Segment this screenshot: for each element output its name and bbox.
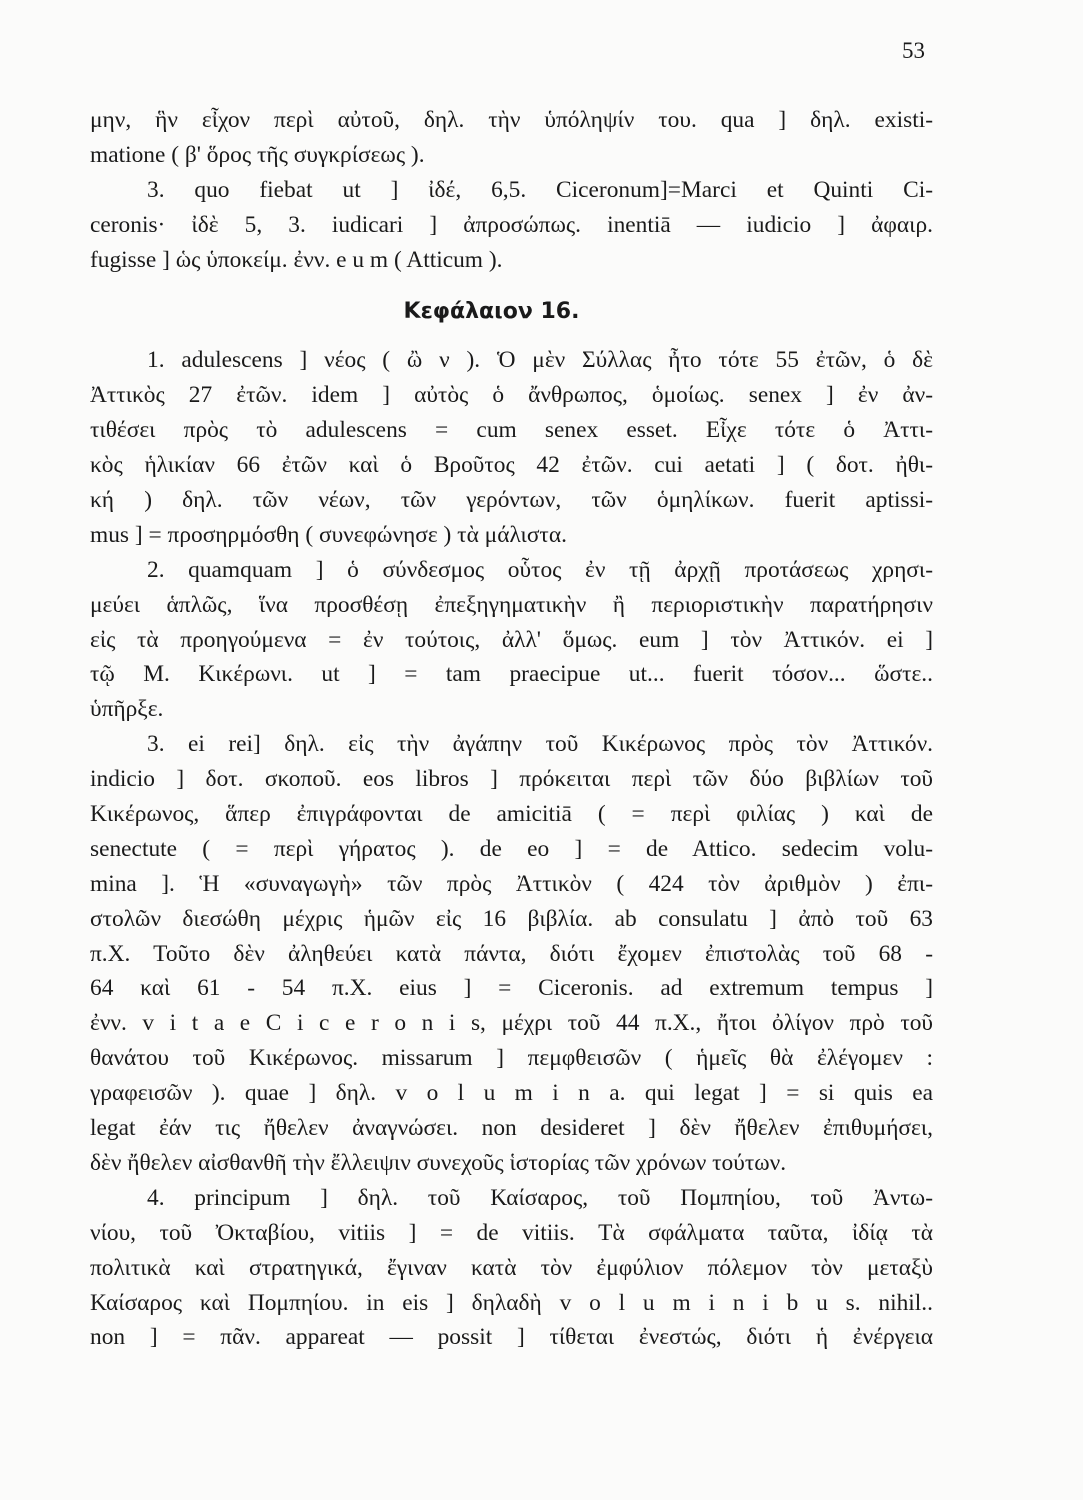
text-line: πολιτικὰ καὶ στρατηγικά, ἔγιναν κατὰ τὸν ἐμφύλιον πόλεμον τὸν μεταξὺ: [90, 1254, 933, 1281]
text-line: μεύει ἁπλῶς, ἵνα προσθέσῃ ἐπεξηγηματικὴν ἢ περιοριστικὴν παρατήρησιν: [90, 591, 933, 618]
commentary-text: [90, 103, 933, 1355]
text-line: non ] = πᾶν. appareat — possit ] τίθεται ἐνεστώς, διότι ἡ ἐνέργεια: [90, 1324, 933, 1351]
text-line: δὲν ἤθελεν αἰσθανθῆ τὴν ἔλλειψιν συνεχοῦς ἱστορίας τῶν χρόνων τούτων.: [90, 1149, 787, 1176]
text-line: τῷ M. Κικέρωνι. ut ] = tam praecipue ut... fuerit τόσον... ὥστε..: [90, 661, 933, 688]
text-line: κή ) δηλ. τῶν νέων, τῶν γερόντων, τῶν ὁμηλίκων. fuerit aptissi-: [90, 487, 933, 514]
text-line: senectute ( = περὶ γήρατος ). de eo ] = de Attico. sedecim volu-: [90, 835, 933, 862]
text-line: εἰς τὰ προηγούμενα = ἐν τούτοις, ἀλλ' ὅμως. eum ] τὸν Ἀττικόν. ei ]: [90, 626, 933, 653]
text-line: θανάτου τοῦ Κικέρωνος. missarum ] πεμφθεισῶν ( ἡμεῖς θὰ ἐλέγομεν :: [90, 1045, 933, 1072]
text-line: legat ἐάν τις ἤθελεν ἀναγνώσει. non desideret ] δὲν ἤθελεν ἐπιθυμήσει,: [90, 1115, 933, 1142]
text-line: 1. adulescens ] νέος ( ὢ ν ). Ὁ μὲν Σύλλας ἦτο τότε 55 ἐτῶν, ὁ δὲ: [147, 347, 933, 374]
text-line: ἐνν. v i t a e C i c e r o n i s, μέχρι τοῦ 44 π.Χ., ἤτοι ὀλίγον πρὸ τοῦ: [90, 1010, 933, 1037]
text-line: π.Χ. Τοῦτο δὲν ἀληθεύει κατὰ πάντα, διότι ἔχομεν ἐπιστολὰς τοῦ 68 -: [90, 940, 933, 967]
text-line: indicio ] δοτ. σκοποῦ. eos libros ] πρόκειται περὶ τῶν δύο βιβλίων τοῦ: [90, 766, 933, 793]
text-line: στολῶν διεσώθη μέχρις ἡμῶν εἰς 16 βιβλία. ab consulatu ] ἀπὸ τοῦ 63: [90, 905, 933, 932]
text-line: Κικέρωνος, ἅπερ ἐπιγράφονται de amicitiā ( = περὶ φιλίας ) καὶ de: [90, 801, 933, 828]
text-line: fugisse ] ὡς ὑποκείμ. ἐνν. e u m ( Atticum ).: [90, 246, 503, 273]
text-line: μην, ἣν εἶχον περὶ αὐτοῦ, δηλ. τὴν ὑπόληψίν του. qua ] δηλ. existi-: [90, 107, 933, 133]
text-line: matione ( β' ὅρος τῆς συγκρίσεως ).: [90, 141, 425, 168]
text-line: κὸς ἡλικίαν 66 ἐτῶν καὶ ὁ Βροῦτος 42 ἐτῶν. cui aetati ] ( δοτ. ἠθι-: [90, 452, 933, 479]
text-line: 3. ei rei] δηλ. εἰς τὴν ἀγάπην τοῦ Κικέρωνος πρὸς τὸν Ἀττικόν.: [147, 731, 933, 758]
text-line: ὑπῆρξε.: [90, 696, 164, 723]
text-line: 3. quo fiebat ut ] ἰδέ, 6,5. Ciceronum]=Marci et Quinti Ci-: [147, 176, 933, 203]
text-line: 4. principum ] δηλ. τοῦ Καίσαρος, τοῦ Πομπηίου, τοῦ Ἀντω-: [147, 1184, 933, 1211]
text-line: mina ]. Ἡ «συναγωγὴ» τῶν πρὸς Ἀττικὸν ( 424 τὸν ἀριθμὸν ) ἐπι-: [90, 870, 933, 897]
text-line: 2. quamquam ] ὁ σύνδεσμος οὗτος ἐν τῇ ἀρχῇ προτάσεως χρησι-: [147, 556, 933, 583]
text-line: γραφεισῶν ). quae ] δηλ. v o l u m i n a. qui legat ] = si quis ea: [90, 1080, 933, 1107]
text-line: 64 καὶ 61 - 54 π.Χ. eius ] = Ciceronis. ad extremum tempus ]: [90, 975, 933, 1002]
text-line: Ἀττικὸς 27 ἐτῶν. idem ] αὐτὸς ὁ ἄνθρωπος, ὁμοίως. senex ] ἐν ἀν-: [90, 382, 933, 409]
text-line: νίου, τοῦ Ὀκταβίου, vitiis ] = de vitiis. Τὰ σφάλματα ταῦτα, ἰδίᾳ τὰ: [90, 1219, 933, 1246]
text-line: ceronis· ἰδὲ 5, 3. iudicari ] ἀπροσώπως. inentiā — iudicio ] ἀφαιρ.: [90, 211, 933, 238]
chapter-heading: Κεφάλαιον 16.: [403, 299, 580, 325]
page-number: 53: [902, 38, 925, 63]
text-line: τιθέσει πρὸς τὸ adulescens = cum senex esset. Εἶχε τότε ὁ Ἀττι-: [90, 417, 933, 444]
text-line: mus ] = προσηρμόσθη ( συνεφώνησε ) τὰ μάλιστα.: [90, 521, 567, 548]
text-line: Καίσαρος καὶ Πομπηίου. in eis ] δηλαδὴ v o l u m i n i b u s. nihil..: [90, 1289, 933, 1316]
